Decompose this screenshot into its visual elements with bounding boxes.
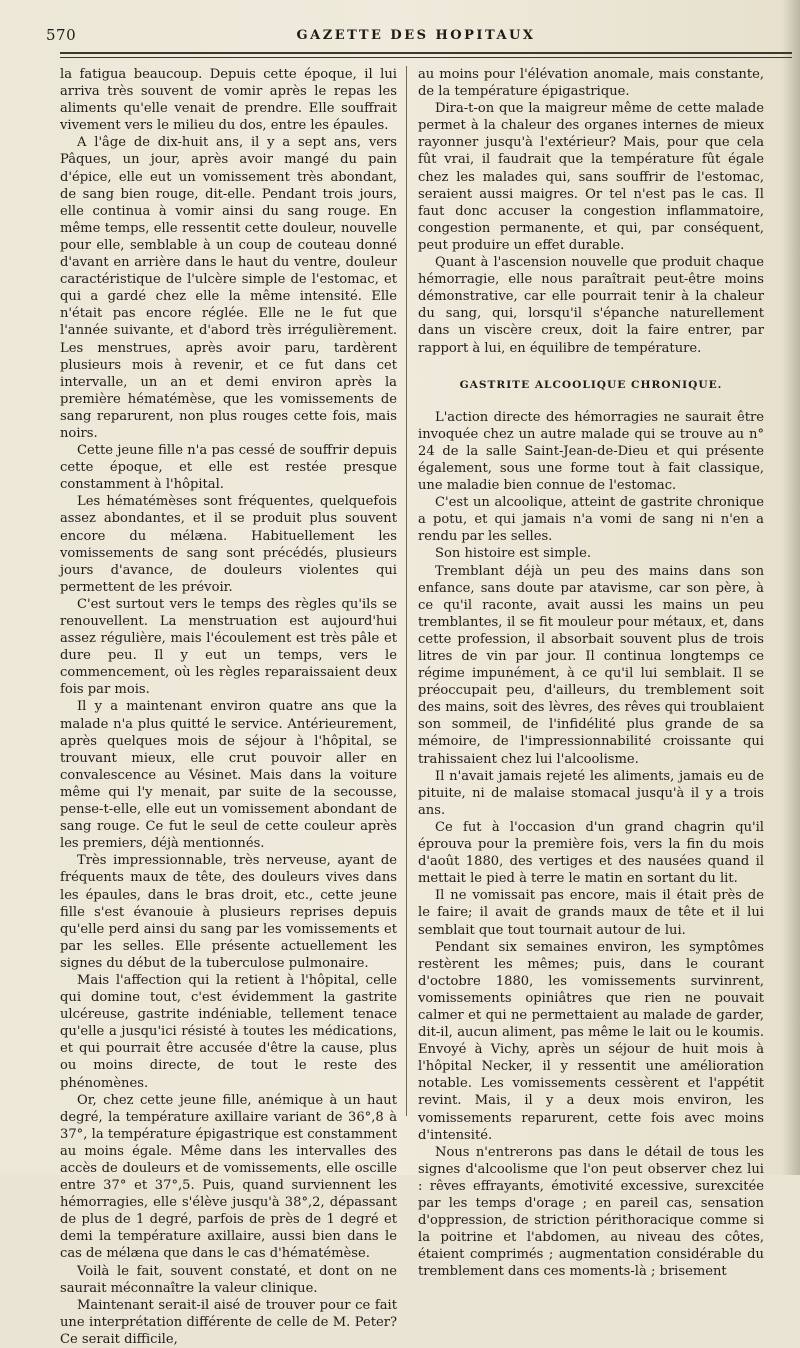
page-number: 570 (46, 26, 77, 44)
paragraph: L'action directe des hémorragies ne saurait être invoquée chez un autre malade qui se trouve au n° 24 de la salle Saint-Jean-de-Dieu et qui présente également, sous une forme tout à fait classique, une maladie bien connue de l'estomac. (418, 409, 764, 494)
paragraph: Nous n'entrerons pas dans le détail de tous les signes d'alcoolisme que l'on peut observer chez lui : rêves effrayants, émotivité excessive, surexcitée par les temps d'orage ; en pareil cas, sensation d'oppression, de striction périthoracique comme si la poitrine et l'abdomen, au niveau des côtes, étaient comprimés ; augmentation considérable du tremblement dans ces moments-là ; brisement (418, 1144, 764, 1280)
paragraph: Pendant six semaines environ, les symptômes restèrent les mêmes; puis, dans le courant d'octobre 1880, les vomissements survinrent, vomissements opiniâtres que rien ne pouvait calmer et qui ne permettaient au malade de garder, dit-il, aucun aliment, pas même le lait ou le koumis. Envoyé à Vichy, après un séjour de huit mois à l'hôpital Necker, il y ressentit une amélioration notable. Les vomissements cessèrent et l'appétit revint. Mais, il y a deux mois environ, les vomissements reparurent, cette fois avec moins d'intensité. (418, 939, 764, 1143)
right-column-bottom (418, 409, 764, 1281)
paragraph: la fatigua beaucoup. Depuis cette époque, il lui arriva très souvent de vomir après le repas les aliments qu'elle venait de prendre. Elle souffrait vivement vers le milieu du dos, entre les épaules. (60, 67, 397, 134)
paragraph: Ce fut à l'occasion d'un grand chagrin qu'il éprouva pour la première fois, vers la fin du mois d'août 1880, des vertiges et des nausées quand il mettait le pied à terre le matin en sortant du lit. (418, 819, 764, 887)
paragraph: Or, chez cette jeune fille, anémique à un haut degré, la température axillaire variant de 36°,8 à 37°, la température épigastrique est constamment au moins égale. Même dans les intervalles des accès de douleurs et de vomissements, elle oscille entre 37° et 37°,5. Puis, quand surviennent les hémorragies, elle s'élève jusqu'à 38°,2, dépassant de plus de 1 degré, parfois de près de 1 degré et demi la température axillaire, aussi bien dans le cas de mélæna que dans le cas d'hématémèse. (60, 1092, 397, 1262)
column-divider (406, 66, 407, 1116)
header-rule-thick (60, 52, 792, 54)
paragraph: Voilà le fait, souvent constaté, et dont on ne saurait méconnaître la valeur clinique. (60, 1263, 397, 1296)
running-title: GAZETTE DES HOPITAUX (296, 28, 536, 43)
paragraph: Il n'avait jamais rejeté les aliments, jamais eu de pituite, ni de malaise stomacal jusqu'à il y a trois ans. (418, 768, 764, 818)
header-rule-thin (60, 57, 792, 58)
left-column (60, 66, 397, 1348)
paragraph: Maintenant serait-il aisé de trouver pour ce fait une interprétation différente de celle de M. Peter? Ce serait difficile, (60, 1297, 397, 1347)
paragraph: Dira-t-on que la maigreur même de cette malade permet à la chaleur des organes internes de mieux rayonner jusqu'à l'extérieur? Mais, pour que cela fût vrai, il faudrait que la température fût égale chez les malades qui, sans souffrir de l'estomac, seraient aussi maigres. Or tel n'est pas le cas. Il faut donc accuser la congestion inflammatoire, congestion permanente, et qui, par conséquent, peut produire un effet durable. (418, 101, 764, 253)
paragraph: Tremblant déjà un peu des mains dans son enfance, sans doute par atavisme, car son père, à ce qu'il raconte, avait aussi les mains un peu tremblantes, il se fit mouleur pour métaux, et, dans cette profession, il absorbait souvent plus de trois litres de vin par jour. Il continua longtemps ce régime impunément, à ce qu'il lui semblait. Il se préoccupait peu, d'ailleurs, du tremblement soit des mains, soit des lèvres, des rêves qui troublaient son sommeil, de l'infidélité plus grande de sa mémoire, de l'impressionnabilité croissante qui trahissaient chez lui l'alcoolisme. (418, 563, 764, 767)
paragraph: C'est surtout vers le temps des règles qu'ils se renouvellent. La menstruation est aujourd'hui assez régulière, mais l'écoulement est très pâle et dure peu. Il y eut un temps, vers le commencement, où les règles reparaissaient deux fois par mois. (60, 596, 397, 698)
paragraph: Mais l'affection qui la retient à l'hôpital, celle qui domine tout, c'est évidemment la gastrite ulcéreuse, gastrite indéniable, tellement tenace qu'elle a jusqu'ici résisté à toutes les médications, et qui pourrait être accusée d'être la cause, plus ou moins directe, de tout le reste des phénomènes. (60, 972, 397, 1091)
paragraph: Son histoire est simple. (435, 546, 591, 562)
section-title: GASTRITE ALCOOLIQUE CHRONIQUE. (459, 378, 723, 391)
page-edge-shadow (782, 0, 800, 1175)
page-header (40, 26, 792, 54)
paragraph: A l'âge de dix-huit ans, il y a sept ans, vers Pâques, un jour, après avoir mangé du pain d'épice, elle eut un vomissement très abondant, de sang bien rouge, dit-elle. Pendant trois jours, elle continua à vomir ainsi du sang rouge. En même temps, elle ressentit cette douleur, nouvelle pour elle, semblable à un coup de couteau donné d'avant en arrière dans le haut du ventre, douleur caractéristique de l'ulcère simple de l'estomac, et qui a gardé chez elle la même intensité. Elle n'était pas encore réglée. Elle ne le fut que l'année suivante, et d'abord très irrégulièrement. Les menstrues, après avoir paru, tardèrent plusieurs mois à revenir, et ce fut dans cet intervalle, un an et demi environ après la première hématémèse, que les vomissements de sang reparurent, non plus rouges cette fois, mais noirs. (60, 135, 397, 441)
paragraph: Cette jeune fille n'a pas cessé de souffrir depuis cette époque, et elle est restée presque constamment à l'hôpital. (60, 443, 397, 493)
right-column-top (418, 66, 764, 357)
paragraph: au moins pour l'élévation anomale, mais constante, de la température épigastrique. (418, 67, 764, 100)
paragraph: Quant à l'ascension nouvelle que produit chaque hémorragie, elle nous paraîtrait peut-être moins démonstrative, car elle pourrait tenir à la chaleur du sang, qui, lorsqu'il s'épanche naturellement dans un viscère creux, doit la faire entrer, par rapport à lui, en équilibre de température. (418, 255, 764, 356)
paragraph: Il y a maintenant environ quatre ans que la malade n'a plus quitté le service. Antérieurement, après quelques mois de séjour à l'hôpital, se trouvant mieux, elle crut pouvoir aller en convalescence au Vésinet. Mais dans la voiture même qui l'y menait, par suite de la secousse, pense-t-elle, elle eut un vomissement abondant de sang rouge. Ce fut le seul de cette couleur après les premiers, déjà mentionnés. (60, 699, 397, 852)
paragraph: Il ne vomissait pas encore, mais il était près de le faire; il avait de grands maux de tête et il lui semblait que tout tournait autour de lui. (418, 888, 764, 938)
right-column (418, 66, 764, 1280)
paragraph: Très impressionnable, très nerveuse, ayant de fréquents maux de tête, des douleurs vives dans les épaules, dans le bras droit, etc., cette jeune fille s'est évanouie à plusieurs reprises depuis qu'elle perd ainsi du sang par les vomissements et par les selles. Elle présente actuellement les signes du début de la tuberculose pulmonaire. (60, 853, 397, 971)
paragraph: Les hématémèses sont fréquentes, quelquefois assez abondantes, et il se produit plus souvent encore du mélæna. Habituellement les vomissements de sang sont précédés, plusieurs jours d'avance, de douleurs violentes qui permettent de les prévoir. (60, 494, 397, 595)
paragraph: C'est un alcoolique, atteint de gastrite chronique a potu, et qui jamais n'a vomi de sang ni n'en a rendu par les selles. (418, 495, 764, 545)
